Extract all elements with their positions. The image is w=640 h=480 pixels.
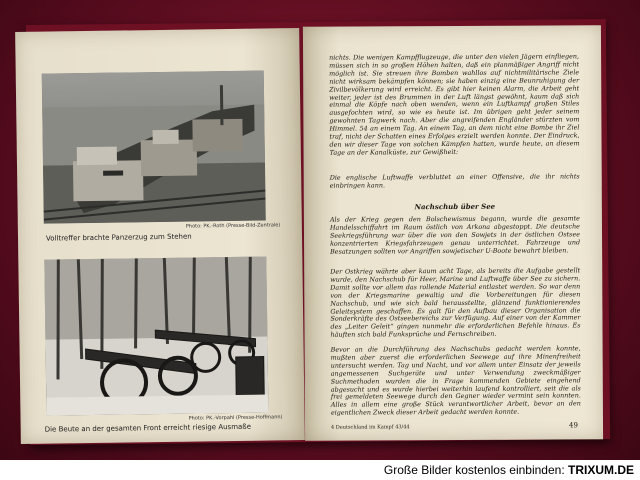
section-heading: Nachschub über See — [414, 201, 496, 212]
photo-bottom-caption: Die Beute an der gesamten Front erreicht riesige Ausmaße — [44, 422, 252, 434]
armored-train-illustration — [42, 71, 266, 224]
photo-bottom-credit: Photo: PK.-Vorpahl (Presse-Hoffmann) — [188, 414, 283, 422]
watermark-banner — [0, 460, 640, 480]
photo-top-credit: Photo: PK.-Roth (Presse-Bild-Zentrale) — [185, 222, 281, 230]
photo-top-caption: Volltreffer brachte Panzerzug zum Stehen — [45, 232, 192, 243]
paragraph-4: Der Ostkrieg währte aber kaum acht Tage, als bereits die Aufgabe gestellt wurde, den Nachschub für Heer, Marine und Luftwaffe über See zu sichern. Damit sollte vor allem das rollende Material entlastet werden. So war denn von der Kriegsmarine gewaltig und die Vorbereitungen für diesen Nachschub, und wie sich bald herausstellte, glänzend funktionierendes Geleitsystem geschaffen. Es galt für den Aufbau dieser Organisation die Sonderkräfte des Ostseebereichs zur Verfügung. Auf einer von der Kammer des „Leiter Geleit“ gingen nunmehr die erforderlichen Befehle hinaus. Es häuften sich bald Funksprüche und Fernschreiben. — [330, 266, 581, 339]
watermark-site[interactable]: TRIXUM.DE — [568, 463, 634, 477]
page-footer: 4 Deutschland im Kampf 43/44 — [331, 424, 410, 431]
paragraph-5: Bevor an die Durchführung des Nachschubs gedacht werden konnte, mußten aber zuerst die erforderlichen Seewege auf ihre Minenfreiheit untersucht werden. Tag und Nacht, und vor allem unter Einsatz der jeweils angemessenen Suchgeräte und unter Verwendung zweckmäßiger Suchmethoden wurden die in Frage kommenden Gebiete eingehend abgesucht und es wurde hierbei weiterhin laufend kontrolliert, seit die als frei gemeldeten Seewege durch den Gegner wieder vermint sein konnten. Alles in allem eine große Stück verantwortlicher Arbeit, bevor an den eigentlichen Zweck dieser Arbeit gedacht werden konnte. — [330, 344, 581, 417]
page-number: 49 — [568, 421, 578, 430]
paragraph-2: Die englische Luftwaffe verbluttet an einer Offensive, die ihr nichts einbringen kann. — [329, 172, 580, 190]
paragraph-1: nichts. Die wenigen Kampfflugzeuge, die unter den vielen Jägern einfliegen, müssen sich in so großen Höhen halten, daß ein planmäßiger Angriff nicht möglich ist. Sie streuen ihre Bomben wahllos auf nichtmilitärische Ziele nicht wirksam bekämpfen können; sie haben einzig eine Beunruhigung der Zivilbevölkerung wird erreicht. Es gibt hier keinen Alarm, die Arbeit geht weiter, jeder ist des Brummen in der Luft längst gewöhnt, kaum daß sich einmal die Köpfe nach oben wenden, wenn ein Luftkampf großen Stiles ausgefochten wird, so wie es heute ist. Im übrigen geht jeder seinem gewohnten Tagwerk nach. Aber die angreifenden Engländer stürzten vom Himmel. 54 an einem Tag. An einem Tag, an dem nicht eine Bombe ihr Ziel traf, nicht der Schatten eines Erfolges erzielt werden konnte. Der Eindruck, den wir dieser Tage von solchen Kämpfen hatten, wurde heute, an diesem Tage an der Kanalküste, zur Gewißheit: — [329, 52, 580, 157]
captured-guns-illustration — [44, 257, 268, 416]
left-page — [15, 28, 305, 444]
armored-train-photo — [42, 71, 266, 224]
paragraph-3: Als der Krieg gegen den Bolschewismus begann, wurde die gesamte Handelsschiffahrt im Raum östlich von Arkona abgestoppt. Die deutsche Seekriegsführung war über die von den Sowjets in der östlichen Ostsee konzentrierten Kriegsfahrzeugen genau unterrichtet. Fahrzeuge und Besatzungen sollten vor Angriffen sowjetischer U-Boote bewahrt bleiben. — [329, 214, 581, 256]
captured-guns-photo — [44, 257, 268, 416]
right-page — [303, 25, 603, 441]
watermark-text: Große Bilder kostenlos einbinden: — [383, 463, 568, 477]
